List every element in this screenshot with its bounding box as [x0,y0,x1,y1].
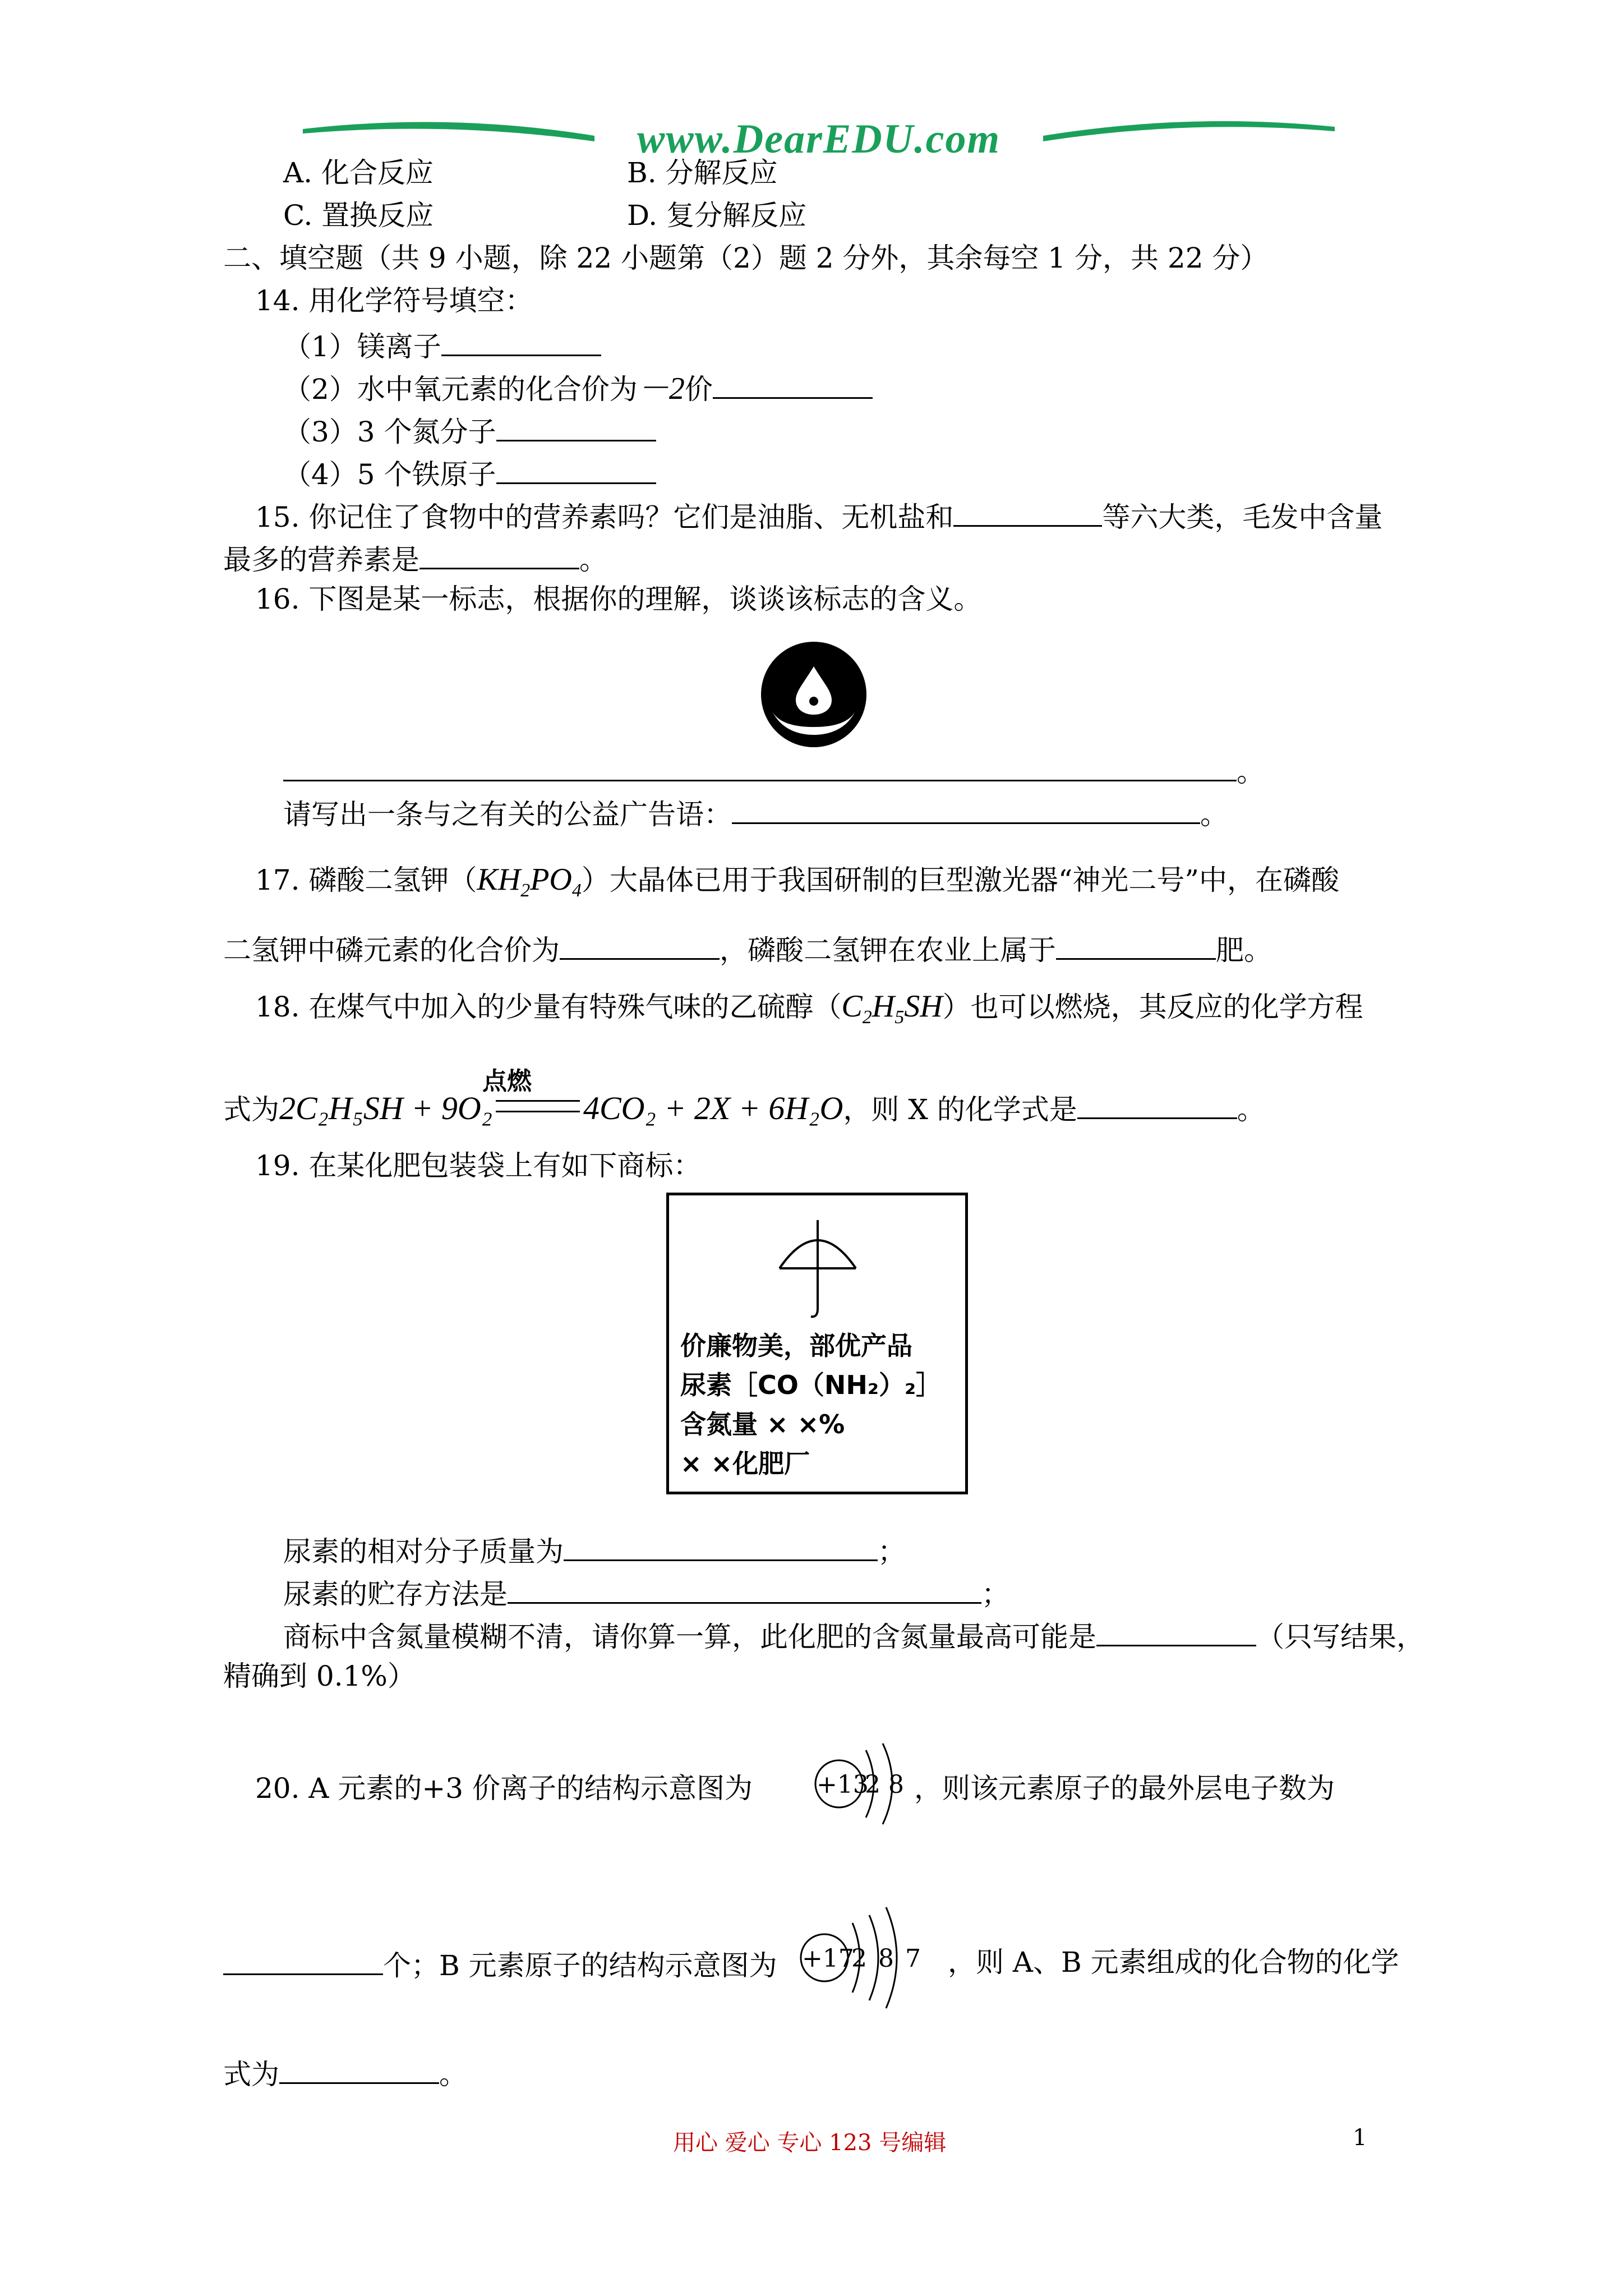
ion-a-nucleus: +13 [817,1770,869,1799]
q18-prefix: 式为 [223,1093,279,1126]
q17-text-b: ）大晶体已用于我国研制的巨型激光器“神光二号”中，在磷酸 [581,864,1339,896]
reaction-condition: 点燃 [482,1067,532,1096]
q15-text-d: 。 [579,544,607,576]
formula-part: C [841,989,863,1024]
ion-a-structure-icon [811,1728,923,1840]
q17-line2 [223,929,1272,968]
q14-part1 [283,325,601,365]
ion-a-shells: 2 8 [865,1770,904,1799]
formula-subscript: 2 [862,1007,872,1028]
q19-stem: 19. 在某化肥包装袋上有如下商标： [255,1149,702,1182]
q14-part4-text: （4）5 个铁原子 [283,458,496,491]
answer-blank[interactable] [732,793,1200,824]
q20-text-e: 式为 [223,2058,279,2091]
equation-left: 2C₂H₅SH + 9O₂ [279,1090,492,1126]
q18-line1 [255,988,1363,1036]
q14-part2-text: （2）水中氧元素的化合价为 [283,373,638,406]
q20-text-a: 20. A 元素的+3 价离子的结构示意图为 [255,1772,753,1805]
formula-part: PO [530,862,572,897]
equals-sign [496,1100,580,1112]
q19-answer3-line2: 精确到 0.1%） [223,1660,416,1692]
answer-blank[interactable] [419,539,579,569]
answer-blank[interactable] [953,496,1102,527]
answer-blank[interactable] [283,751,1237,781]
q19-end1: ； [878,1535,906,1568]
option-a: A. 化合反应 [283,157,434,189]
formula-part: KH [477,862,521,897]
q19-text-a3: 商标中含氮量模糊不清，请你算一算，此化肥的含氮量最高可能是 [283,1621,1096,1653]
ethanethiol-formula [841,989,943,1028]
formula-subscript: 2 [520,880,531,901]
q15-line1 [255,496,1382,535]
q16-meaning-line [283,751,1265,790]
site-url: www.DearEDU.com [637,116,1001,162]
q17-text-d: ，磷酸二氢钾在农业上属于 [720,934,1056,967]
answer-blank[interactable] [1077,1088,1237,1119]
q17-text-c: 二氢钾中磷元素的化合价为 [223,934,560,967]
q16-slogan-line [283,793,1228,832]
q16-end2: 。 [1200,798,1228,831]
answer-blank[interactable] [496,453,656,484]
kh2po4-formula [477,862,582,901]
formula-part: SH [904,989,943,1024]
q14-part1-text: （1）镁离子 [283,330,441,363]
q17-text-a: 17. 磷酸二氢钾（ [255,864,477,896]
option-b: B. 分解反应 [627,157,778,189]
q14-part2 [283,368,873,407]
q18-text-a: 18. 在煤气中加入的少量有特殊气味的乙硫醇（ [255,991,842,1023]
atom-b-nucleus: +17 [802,1944,854,1973]
q19-answer3 [283,1616,1424,1655]
q14-part3-text: （3）3 个氮分子 [283,416,496,448]
label-line: 价廉物美，部优产品 [680,1331,912,1361]
q16-end1: 。 [1237,756,1265,788]
q15-text-a: 15. 你记住了食物中的营养素吗？它们是油脂、无机盐和 [255,501,954,533]
label-line: 含氮量 × ×% [680,1409,845,1439]
q14-part2-tail: 价 [684,373,713,406]
q18-text-b: ）也可以燃烧，其反应的化学方程 [942,991,1363,1023]
q20-text-b: ，则该元素原子的最外层电子数为 [914,1772,1335,1805]
q18-line2 [223,1088,1265,1128]
atom-b-shells: 2 8 7 [851,1944,921,1973]
option-c: C. 置换反应 [283,199,434,232]
q19-end3: （只写结果， [1256,1621,1424,1653]
valence-value: －2 [637,371,685,406]
footer-credit: 用心 爱心 专心 123 号编辑 [673,2130,947,2156]
site-header [303,107,1335,174]
formula-subscript: 5 [895,1007,905,1028]
q14-stem: 14. 用化学符号填空： [255,284,533,317]
q20-line2 [223,1944,777,1984]
answer-blank[interactable] [441,325,601,356]
atom-b-structure-icon [795,1886,935,2009]
answer-blank[interactable] [713,368,873,399]
label-line: 尿素［CO（NH₂）₂］ [680,1370,942,1400]
q16-stem: 16. 下图是某一标志，根据你的理解，谈谈该标志的含义。 [255,583,982,615]
section-heading: 二、填空题（共 9 小题，除 22 小题第（2）题 2 分外，其余每空 1 分，共 22 分） [223,242,1269,274]
water-saving-sign-icon [759,639,869,749]
q15-text-b: 等六大类，毛发中含量 [1102,501,1383,533]
q16-slogan-prompt: 请写出一条与之有关的公益广告语： [283,798,732,831]
option-d: D. 复分解反应 [627,199,807,232]
q17-line1 [255,862,1339,909]
fertilizer-label [666,1193,968,1494]
answer-blank[interactable] [560,929,720,960]
q20-line3 [223,2053,467,2092]
umbrella-icon [773,1212,863,1324]
equation-right: 4CO₂ + 2X + 6H₂O [583,1090,843,1126]
q17-text-e: 肥。 [1216,934,1272,967]
q19-end2: ； [981,1578,1009,1611]
q19-text-a1: 尿素的相对分子质量为 [283,1535,564,1568]
answer-blank[interactable] [1096,1616,1256,1646]
q15-line2 [223,539,607,578]
q20-text-d: ，则 A、B 元素组成的化合物的化学 [948,1946,1399,1978]
q20-text-c: 个；B 元素原子的结构示意图为 [383,1949,777,1982]
answer-blank[interactable] [223,1944,383,1975]
q14-part4 [283,453,656,493]
page-number: 1 [1353,2125,1367,2151]
formula-subscript: 4 [571,880,582,901]
answer-blank[interactable] [508,1573,981,1604]
q19-text-a2: 尿素的贮存方法是 [283,1578,508,1611]
answer-blank[interactable] [564,1530,878,1561]
answer-blank[interactable] [279,2053,439,2084]
q19-answer1 [283,1530,906,1570]
q18-end: 。 [1237,1093,1265,1126]
label-line: × ×化肥厂 [680,1448,810,1479]
q20-end: 。 [439,2058,467,2091]
answer-blank[interactable] [496,411,656,441]
q15-text-c: 最多的营养素是 [223,544,419,576]
q19-answer2 [283,1573,1009,1612]
q14-part3 [283,411,656,450]
answer-blank[interactable] [1056,929,1216,960]
q18-text-c: ，则 X 的化学式是 [843,1093,1077,1126]
formula-part: H [872,989,895,1024]
